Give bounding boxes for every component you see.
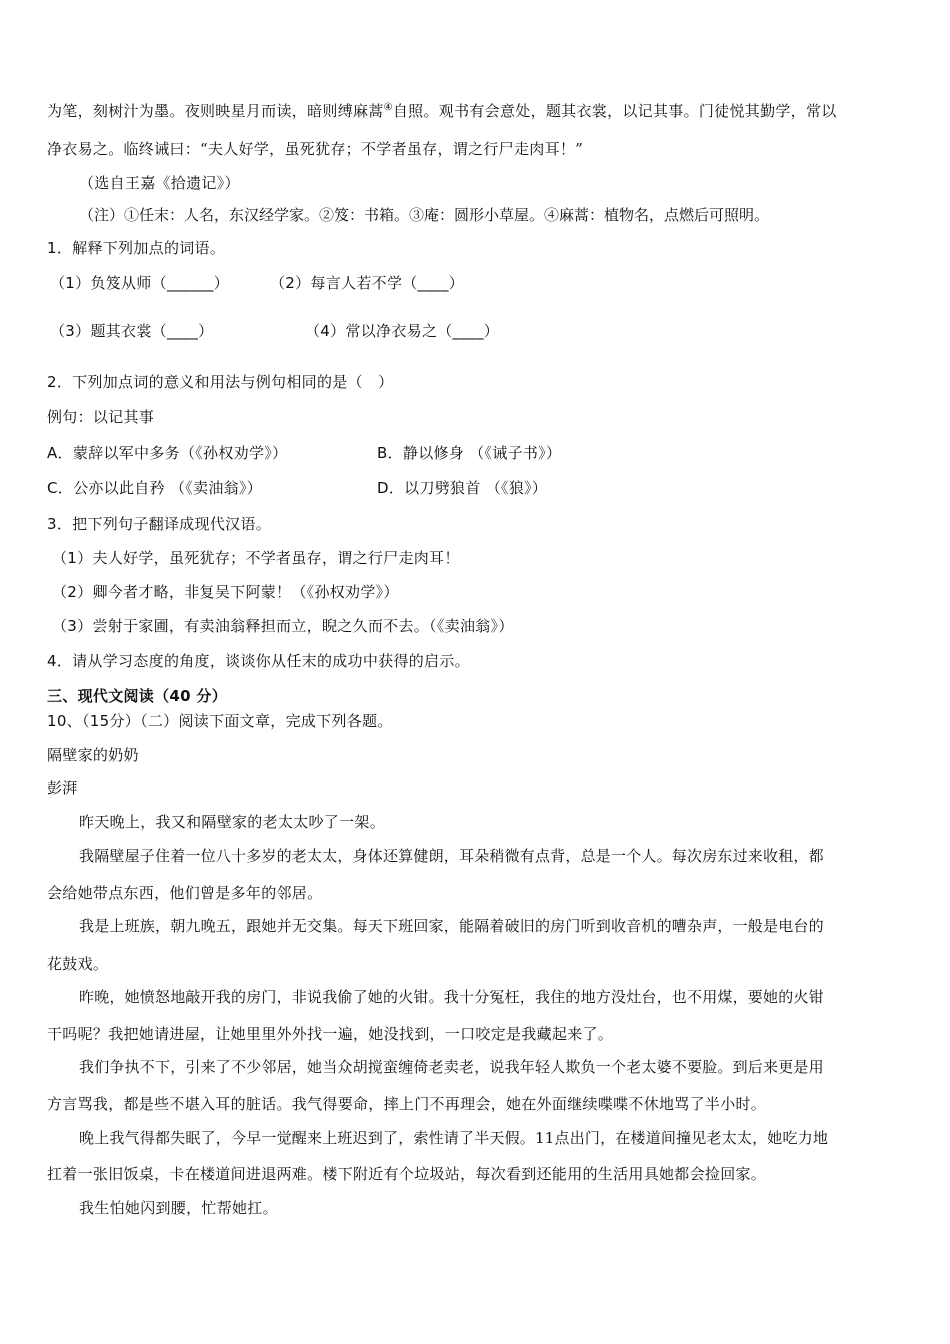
passage-line-1 [47,101,837,121]
article-paragraph-6-line-1: 晚上我气得都失眠了，今早一觉醒来上班迟到了，索性请了半天假。11点出门，在楼道间撞见老太太，她吃力地 [79,1129,829,1147]
passage-notes: （注）①任末：人名，东汉经学家。②笈：书箱。③庵：圆形小草屋。④麻蒿：植物名，点燃后可照明。 [79,206,770,224]
question-2-option-d: D．以刀劈狼首 （《狼》） [377,479,548,497]
question-4-title: 4．请从学习态度的角度，谈谈你从任末的成功中获得的启示。 [47,652,470,670]
question-2-example: 例句：以记其事 [47,408,155,426]
article-paragraph-7: 我生怕她闪到腰，忙帮她扛。 [79,1199,278,1217]
question-1-item-2: （2）每言人若不学（____） [270,274,465,292]
question-1-item-4: （4）常以净衣易之（____） [305,322,500,340]
article-paragraph-2-line-2: 会给她带点东西，他们曾是多年的邻居。 [47,884,323,902]
question-3-item-3: （3）尝射于家圃，有卖油翁释担而立，睨之久而不去。（《卖油翁》） [52,617,514,635]
article-author: 彭湃 [47,779,78,797]
question-2-option-b: B．静以修身 （《诫子书》） [377,444,562,462]
article-paragraph-4-line-2: 干吗呢？我把她请进屋，让她里里外外找一遍，她没找到，一口咬定是我藏起来了。 [47,1025,614,1043]
article-paragraph-3-line-1: 我是上班族，朝九晚五，跟她并无交集。每天下班回家，能隔着破旧的房门听到收音机的嘈杂声，一般是电台的 [79,917,824,935]
question-3-item-1: （1）夫人好学，虽死犹存；不学者虽存，谓之行尸走肉耳！ [52,549,460,567]
article-paragraph-1: 昨天晚上，我又和隔壁家的老太太吵了一架。 [79,813,386,831]
article-paragraph-4-line-1: 昨晚，她愤怒地敲开我的房门，非说我偷了她的火钳。我十分冤枉，我住的地方没灶台，也不用煤，要她的火钳 [79,988,824,1006]
article-paragraph-3-line-2: 花鼓戏。 [47,955,109,973]
passage-line-1-text-b: 自照。观书有会意处，题其衣裳，以记其事。门徒悦其勤学，常以 [392,102,837,120]
question-3-title: 3．把下列句子翻译成现代汉语。 [47,515,272,533]
article-paragraph-6-line-2: 扛着一张旧饭桌，卡在楼道间进退两难。楼下附近有个垃圾站，每次看到还能用的生活用具她都会捡回家。 [47,1165,767,1183]
passage-line-2: 净衣易之。临终诫曰：“夫人好学，虽死犹存；不学者虽存，谓之行尸走肉耳！” [47,140,584,158]
passage-source: （选自王嘉《拾遗记》） [79,174,240,192]
section-3-heading: 三、现代文阅读（40 分） [47,687,227,705]
article-paragraph-2-line-1: 我隔壁屋子住着一位八十多岁的老太太，身体还算健朗，耳朵稍微有点背，总是一个人。每次房东过来收租，都 [79,847,824,865]
article-title: 隔壁家的奶奶 [47,746,139,764]
footnote-marker: ④ [383,102,393,113]
question-3-item-2: （2）卿今者才略，非复吴下阿蒙！（《孙权劝学》） [52,583,399,601]
question-1-item-1: （1）负笈从师（______） [50,274,230,292]
question-2-title: 2．下列加点词的意义和用法与例句相同的是（ ） [47,373,394,391]
passage-line-1-text-a: 为笔，刻树汁为墨。夜则映星月而读，暗则缚麻蒿 [47,102,384,120]
article-paragraph-5-line-1: 我们争执不下，引来了不少邻居，她当众胡搅蛮缠倚老卖老，说我年轻人欺负一个老太婆不要脸。到后来更是用 [79,1058,824,1076]
question-10-intro: 10、（15分）（二）阅读下面文章，完成下列各题。 [47,712,393,730]
article-paragraph-5-line-2: 方言骂我，都是些不堪入耳的脏话。我气得要命，摔上门不再理会，她在外面继续喋喋不休地骂了半小时。 [47,1095,767,1113]
question-1-title: 1．解释下列加点的词语。 [47,239,226,257]
question-1-item-3: （3）题其衣裳（____） [50,322,214,340]
question-2-option-c: C．公亦以此自矜 （《卖油翁》） [47,479,263,497]
question-2-option-a: A．蒙辞以军中多务（《孙权劝学》） [47,444,288,462]
